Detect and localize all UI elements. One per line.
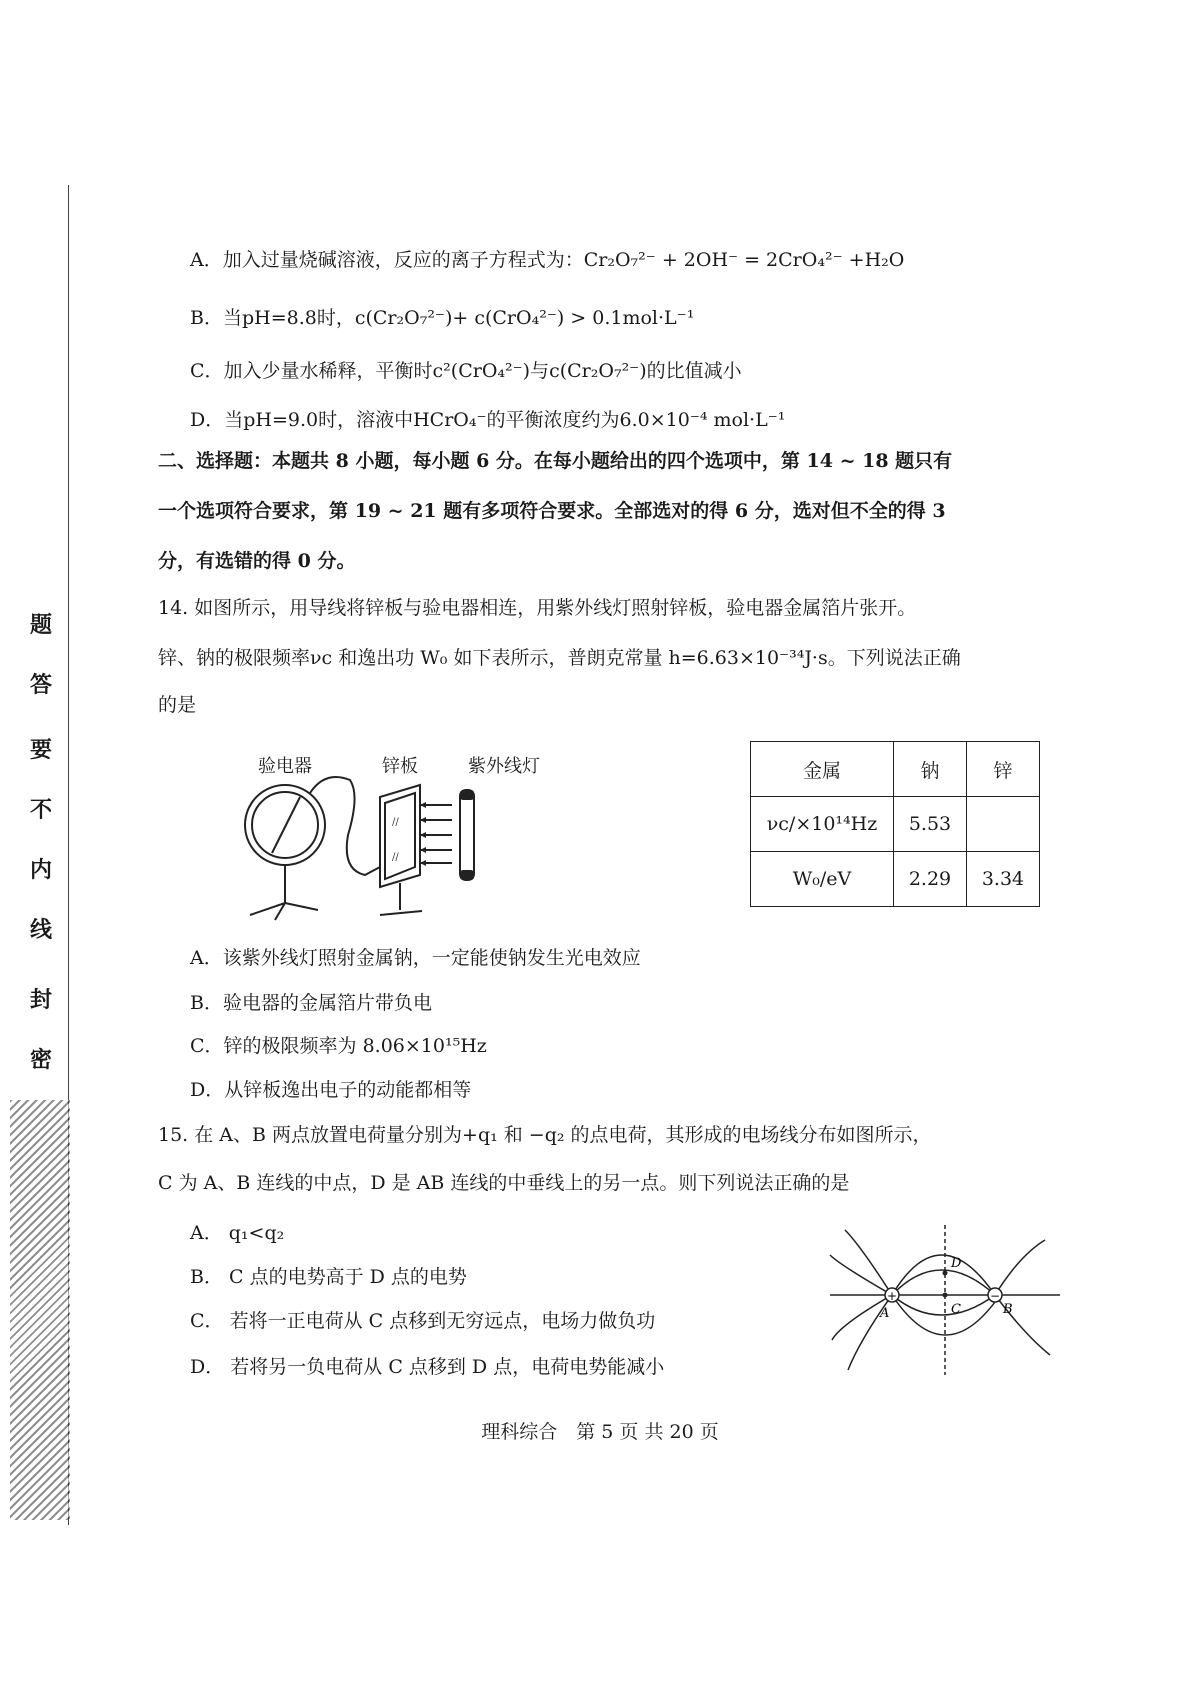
point-c xyxy=(943,1293,948,1298)
q15-option-c: C． 若将一正电荷从 C 点移到无穷远点，电场力做负功 xyxy=(190,1310,656,1332)
q13-option-a: A．加入过量烧碱溶液，反应的离子方程式为：Cr₂O₇²⁻ + 2OH⁻ = 2CrO₄²⁻ +H₂O xyxy=(190,249,905,271)
q14-stem-line3: 的是 xyxy=(158,694,197,716)
metal-properties-table xyxy=(750,741,1040,907)
label-b: B xyxy=(1003,1302,1013,1317)
label-electroscope: 验电器 xyxy=(258,756,312,777)
label-c: C xyxy=(951,1302,961,1317)
seal-char-1: 密 xyxy=(30,1047,53,1073)
zinc-plate-mark-bottom: // xyxy=(392,852,399,863)
q14-option-a: A．该紫外线灯照射金属钠，一定能使钠发生光电效应 xyxy=(190,947,641,969)
seal-char-6: 要 xyxy=(30,737,53,763)
q15-option-a: A． q₁<q₂ xyxy=(190,1222,285,1244)
label-a: A xyxy=(880,1306,890,1321)
connecting-wire xyxy=(310,777,380,875)
photoelectric-apparatus-figure xyxy=(230,775,560,925)
plus-sign: + xyxy=(887,1289,898,1303)
label-zinc-plate: 锌板 xyxy=(382,756,418,777)
q14-stem-line2: 锌、钠的极限频率νc 和逸出功 W₀ 如下表所示，普朗克常量 h=6.63×10⁻³⁴J·s。下列说法正确 xyxy=(158,647,961,669)
field-lines xyxy=(830,1230,1050,1370)
seal-char-4: 内 xyxy=(30,857,53,883)
uv-lamp-cap-bottom xyxy=(460,870,474,880)
table-cell: 3.34 xyxy=(967,852,1040,907)
table-header: 钠 xyxy=(894,742,967,797)
section2-line2: 一个选项符合要求，第 19 ~ 21 题有多项符合要求。全部选对的得 6 分，选对但不全的得 3 xyxy=(158,500,946,522)
uv-lamp-cap-top xyxy=(460,790,474,800)
q14-stem-line1: 14. 如图所示，用导线将锌板与验电器相连，用紫外线灯照射锌板，验电器金属箔片张开。 xyxy=(158,597,917,619)
q14-option-d: D．从锌板逸出电子的动能都相等 xyxy=(190,1079,472,1101)
table-row xyxy=(751,797,1040,852)
table-row xyxy=(751,852,1040,907)
electroscope-leaf xyxy=(272,797,300,853)
zinc-plate-inner xyxy=(385,793,415,879)
label-d: D xyxy=(951,1256,962,1271)
electroscope-tripod xyxy=(250,903,318,920)
q15-option-b: B． C 点的电势高于 D 点的电势 xyxy=(190,1266,467,1288)
seal-char-5: 不 xyxy=(30,797,53,823)
label-uv-lamp: 紫外线灯 xyxy=(468,756,540,777)
table-cell: 5.53 xyxy=(894,797,967,852)
section2-line1: 二、选择题：本题共 8 小题，每小题 6 分。在每小题给出的四个选项中，第 14 ~ 18 题只有 xyxy=(158,450,953,472)
minus-sign: − xyxy=(990,1289,1001,1303)
seal-char-2: 封 xyxy=(30,987,53,1013)
q13-option-c: C．加入少量水稀释，平衡时c²(CrO₄²⁻)与c(Cr₂O₇²⁻)的比值减小 xyxy=(190,360,742,382)
uv-lamp xyxy=(460,790,474,880)
q14-option-c: C．锌的极限频率为 8.06×10¹⁵Hz xyxy=(190,1035,487,1057)
q13-option-b: B．当pH=8.8时，c(Cr₂O₇²⁻)+ c(CrO₄²⁻) > 0.1mol·L⁻¹ xyxy=(190,307,695,329)
q13-option-d: D．当pH=9.0时，溶液中HCrO₄⁻的平衡浓度约为6.0×10⁻⁴ mol·L⁻¹ xyxy=(190,409,786,431)
seal-char-8: 题 xyxy=(30,612,53,638)
seal-char-3: 线 xyxy=(30,917,53,943)
electric-field-figure xyxy=(820,1225,1070,1375)
scan-hatch-margin xyxy=(10,1100,70,1520)
q15-stem-line1: 15. 在 A、B 两点放置电荷量分别为+q₁ 和 −q₂ 的点电荷，其形成的电场线分布如图所示， xyxy=(158,1124,932,1146)
table-cell: νc/×10¹⁴Hz xyxy=(751,797,894,852)
table-cell: 2.29 xyxy=(894,852,967,907)
table-header-row xyxy=(751,742,1040,797)
table-cell xyxy=(967,797,1040,852)
q15-option-d: D． 若将另一负电荷从 C 点移到 D 点，电荷电势能减小 xyxy=(190,1356,665,1378)
page-footer: 理科综合 第 5 页 共 20 页 xyxy=(481,1421,719,1443)
section2-line3: 分，有选错的得 0 分。 xyxy=(158,550,356,572)
zinc-plate-base xyxy=(380,911,422,915)
table-cell: W₀/eV xyxy=(751,852,894,907)
point-d xyxy=(943,1271,948,1276)
q15-stem-line2: C 为 A、B 连线的中点，D 是 AB 连线的中垂线上的另一点。则下列说法正确的是 xyxy=(158,1172,850,1194)
zinc-plate-mark-top: // xyxy=(392,817,399,828)
seal-char-7: 答 xyxy=(30,672,53,698)
table-header: 金属 xyxy=(751,742,894,797)
q14-option-b: B．验电器的金属箔片带负电 xyxy=(190,992,432,1014)
table-header: 锌 xyxy=(967,742,1040,797)
